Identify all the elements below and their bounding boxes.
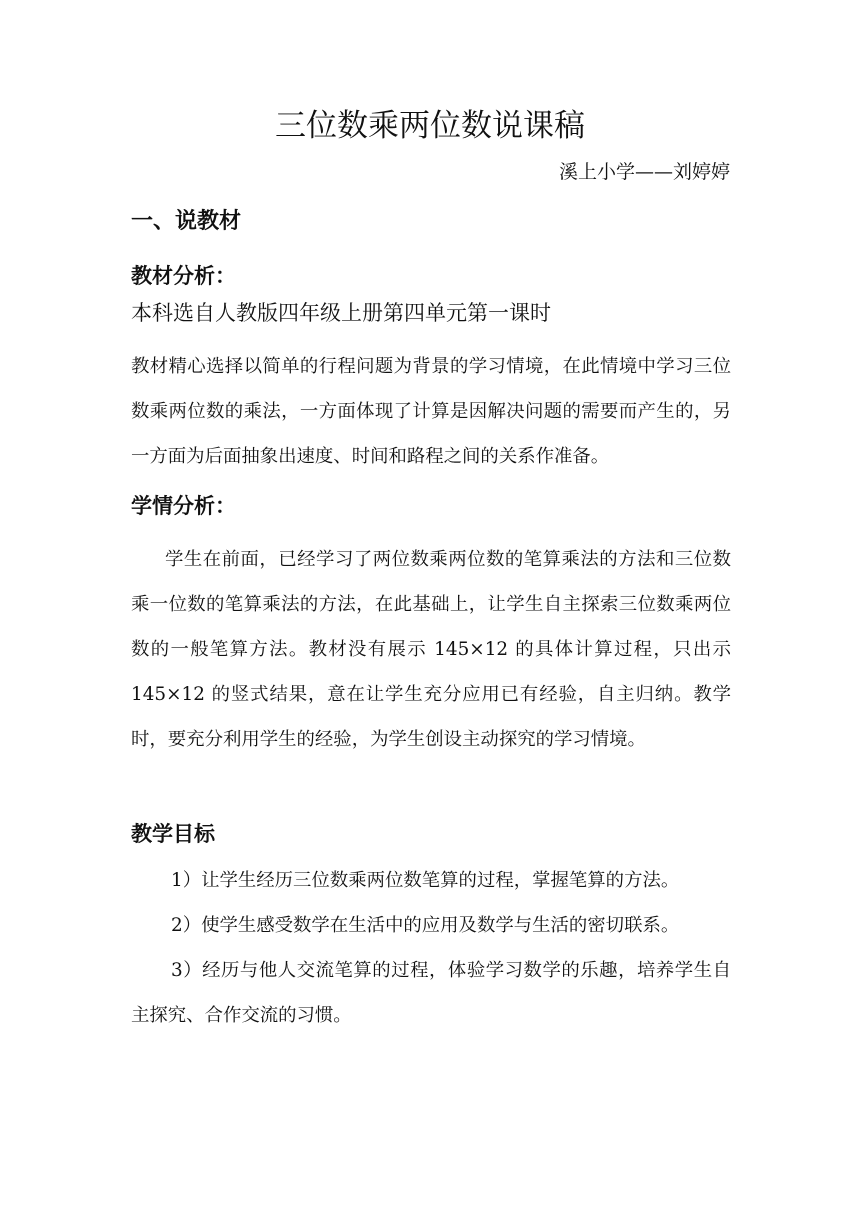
section-heading-textbook: 一、说教材 [131, 209, 242, 234]
teaching-goal-item: 1）让学生经历三位数乘两位数笔算的过程，掌握笔算的方法。 [171, 870, 680, 891]
textbook-source-line: 本科选自人教版四年级上册第四单元第一课时 [131, 301, 551, 325]
document-title: 三位数乘两位数说课稿 [275, 108, 585, 144]
textbook-analysis-heading: 教材分析： [131, 264, 236, 288]
teaching-goal-item: 2）使学生感受数学在生活中的应用及数学与生活的密切联系。 [171, 915, 680, 936]
author-line: 溪上小学——刘婷婷 [558, 161, 730, 183]
teaching-goal-item: 3）经历与他人交流笔算的过程，体验学习数学的乐趣，培养学生自主探究、合作交流的习惯。 [131, 960, 731, 1026]
teaching-goals-heading: 教学目标 [131, 822, 215, 846]
textbook-analysis-paragraph: 教材精心选择以简单的行程问题为背景的学习情境，在此情境中学习三位数乘两位数的乘法，一方面体现了计算是因解决问题的需要而产生的，另一方面为后面抽象出速度、时间和路程之间的关系作准备。 [131, 356, 731, 467]
student-analysis-paragraph: 学生在前面，已经学习了两位数乘两位数的笔算乘法的方法和三位数乘一位数的笔算乘法的方法，在此基础上，让学生自主探索三位数乘两位数的一般笔算方法。教材没有展示 145×12 的具体计算过程，只出示 145×12 的竖式结果，意在让学生充分应用已有经验，自主归纳。教学时，要充分利用学生的经验，为学生创设主动探究的学习情境。 [131, 549, 731, 750]
student-analysis-heading: 学情分析： [131, 494, 236, 518]
